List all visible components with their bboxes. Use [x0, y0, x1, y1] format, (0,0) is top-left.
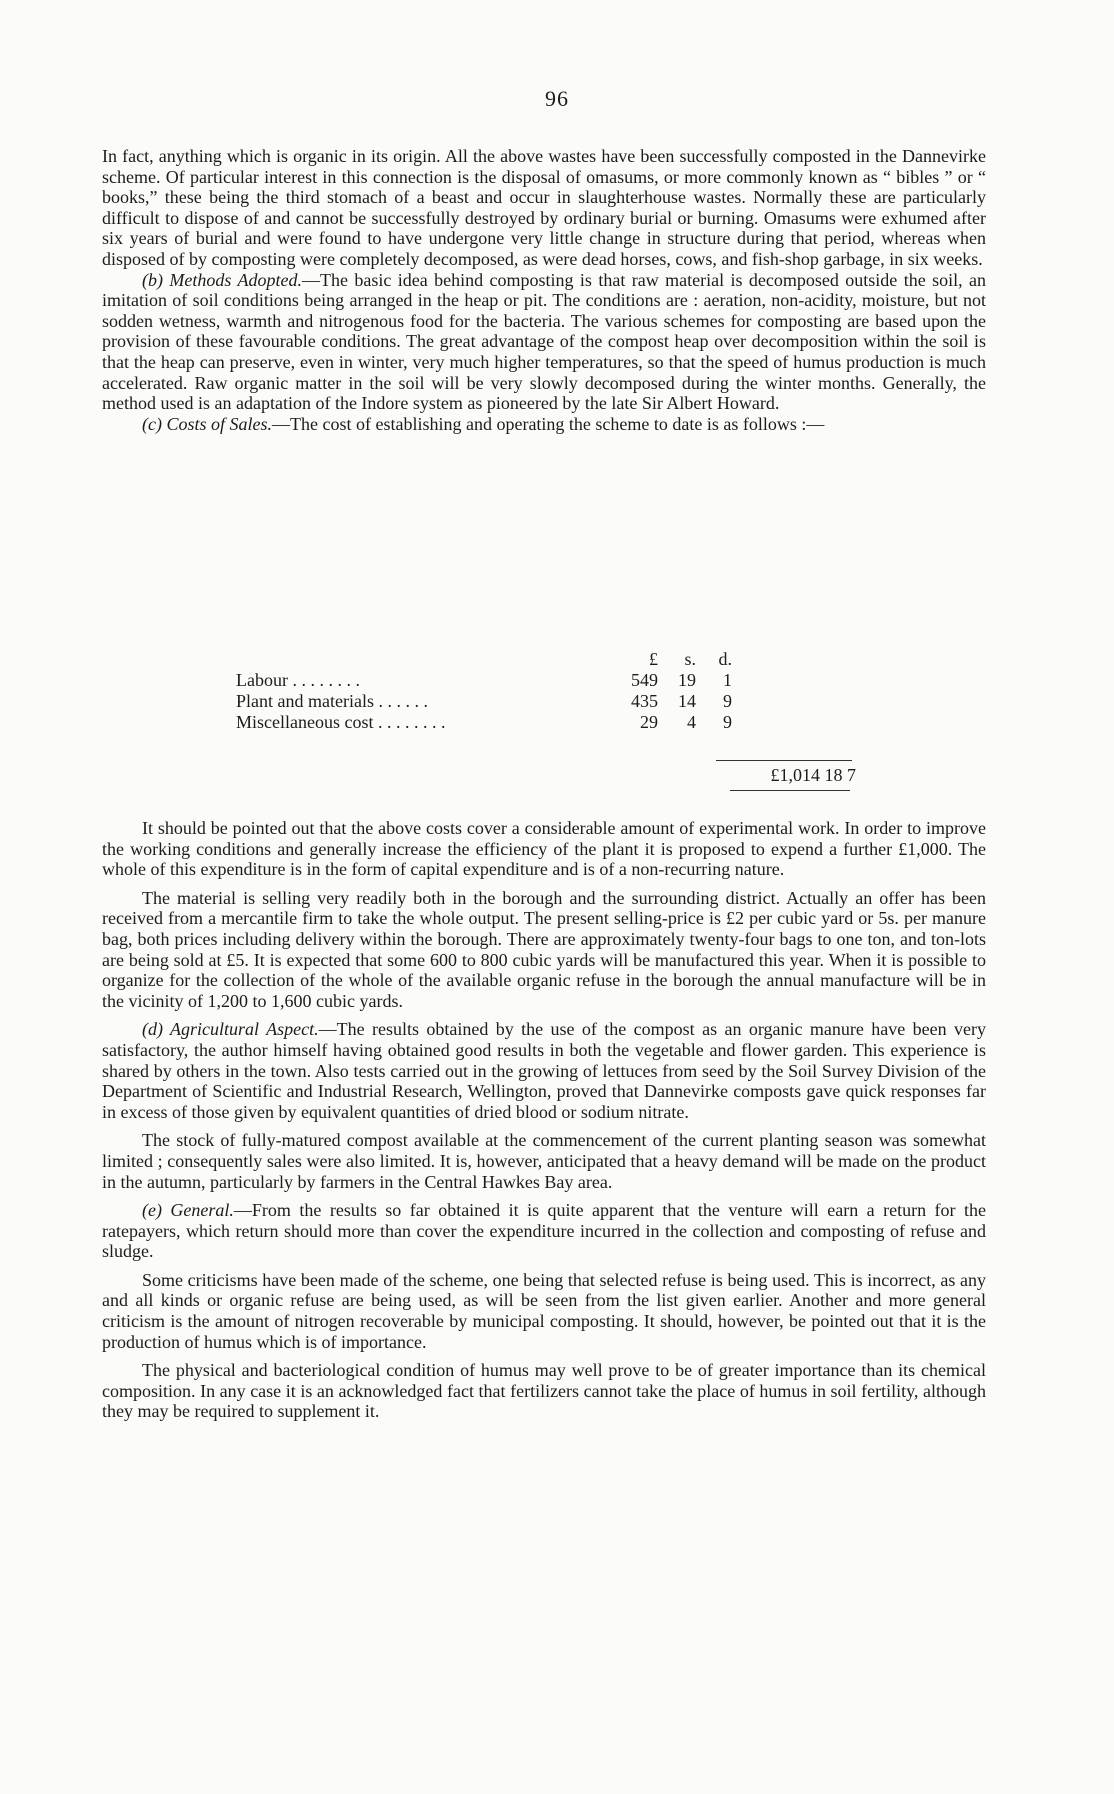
heading-costs-of-sales: (c) Costs of Sales.	[142, 413, 272, 434]
total-rule	[716, 760, 852, 761]
text-block-top	[102, 146, 986, 434]
paragraph-stock: The stock of fully-matured compost available at the commencement of the current planting season was somewhat limited ; consequently sales were also limited. It is, however, anticipated that a heavy demand will be made on the product in the autumn, particularly by farmers in the Central Hawkes Bay area.	[102, 1130, 986, 1192]
cost-item: Labour . . . . . . . .	[236, 670, 360, 690]
heading-agricultural-aspect: (d) Agricultural Aspect.	[142, 1019, 319, 1040]
paragraph-costs	[102, 414, 986, 435]
cost-pence: 9	[723, 712, 732, 732]
total-double-rule	[730, 790, 850, 791]
paragraph-methods	[102, 270, 986, 414]
cost-pence: 1	[723, 670, 732, 690]
cost-pounds: 435	[631, 691, 658, 711]
header-pounds: £	[649, 649, 658, 669]
cost-table	[236, 649, 856, 733]
paragraph-experimental-work: It should be pointed out that the above costs cover a considerable amount of experimental work. In order to improve the working conditions and generally increase the efficiency of the plant it is proposed to expend a further £1,000. The whole of this expenditure is in the form of capital expenditure and is of a non-recurring nature.	[102, 818, 986, 880]
paragraph-general	[102, 1200, 986, 1262]
cost-table-header	[236, 649, 856, 670]
text-block-bottom	[102, 818, 986, 1422]
cost-shillings: 14	[678, 691, 696, 711]
agricultural-text: —The results obtained by the use of the compost as an organic manure have been very satisfactory, the author himself having obtained good results in both the vegetable and flower garden. This experience is shared by others in the town. Also tests carried out in the growing of lettuces from seed by the Soil Survey Division of the Department of Scientific and Industrial Research, Wellington, proved that Dannevirke composts gave quick responses far in excess of those given by equivalent quantities of dried blood or sodium nitrate.	[102, 1019, 986, 1122]
cost-shillings: 4	[687, 712, 696, 732]
header-shillings: s.	[684, 649, 696, 669]
page-number: 96	[545, 86, 569, 111]
costs-text: —The cost of establishing and operating the scheme to date is as follows :—	[272, 413, 825, 434]
cost-shillings: 19	[678, 670, 696, 690]
paragraph-agricultural	[102, 1019, 986, 1122]
cost-pounds: 549	[631, 670, 658, 690]
table-row	[236, 670, 856, 691]
paragraph-humus: The physical and bacteriological condition of humus may well prove to be of greater importance than its chemical composition. In any case it is an acknowledged fact that fertilizers cannot take the place of humus in soil fertility, although they may be required to supplement it.	[102, 1360, 986, 1422]
cost-item: Plant and materials . . . . . .	[236, 691, 428, 711]
cost-pounds: 29	[640, 712, 658, 732]
heading-general: (e) General.	[142, 1200, 234, 1221]
header-pence: d.	[718, 649, 732, 669]
heading-methods-adopted: (b) Methods Adopted.	[142, 269, 302, 290]
cost-item: Miscellaneous cost . . . . . . . .	[236, 712, 446, 732]
table-row	[236, 712, 856, 733]
paragraph-criticisms: Some criticisms have been made of the scheme, one being that selected refuse is being used. This is incorrect, as any and all kinds or organic refuse are being used, as will be seen from the list given earlier. Another and more general criticism is the amount of nitrogen recoverable by municipal composting. It should, however, be pointed out that it is the production of humus which is of importance.	[102, 1269, 986, 1352]
paragraph-composting-origin: In fact, anything which is organic in its origin. All the above wastes have been successfully composted in the Dannevirke scheme. Of particular interest in this connection is the disposal of omasums, or more commonly known as “ bibles ” or “ books,” these being the third stomach of a beast and occur in slaughterhouse wastes. Normally these are particularly difficult to dispose of and cannot be successfully destroyed by ordinary burial or burning. Omasums were exhumed after six years of burial and were found to have undergone very little change in structure during that period, whereas when disposed of by composting were completely decomposed, as were dead horses, cows, and fish-shop garbage, in six weeks.	[102, 146, 986, 269]
methods-text: —The basic idea behind composting is that raw material is decomposed outside the soil, an imitation of soil conditions being arranged in the heap or pit. The conditions are : aeration, non-acidity, moisture, but not sodden wetness, warmth and nitrogenous food for the bacteria. The various schemes for composting are based upon the provision of these favourable conditions. The great advantage of the compost heap over decomposition within the soil is that the heap can preserve, even in winter, very much higher temperatures, so that the speed of humus production is much accelerated. Raw organic matter in the soil will be very slowly decomposed during the winter months. Generally, the method used is an adaptation of the Indore system as pioneered by the late Sir Albert Howard.	[102, 269, 986, 414]
table-row	[236, 691, 856, 712]
cost-total: £1,014 18 7	[770, 765, 856, 785]
general-text: —From the results so far obtained it is quite apparent that the venture will earn a return for the ratepayers, which return should more than cover the expenditure incurred in the collection and composting of refuse and sludge.	[102, 1200, 986, 1262]
cost-pence: 9	[723, 691, 732, 711]
paragraph-selling: The material is selling very readily both in the borough and the surrounding district. Actually an offer has been received from a mercantile firm to take the whole output. The present selling-price is £2 per cubic yard or 5s. per manure bag, both prices including delivery within the borough. There are approximately twenty-four bags to one ton, and ton-lots are being sold at £5. It is expected that some 600 to 800 cubic yards will be manufactured this year. When it is possible to organize for the collection of the whole of the available organic refuse in the borough the annual manufacture will be in the vicinity of 1,200 to 1,600 cubic yards.	[102, 887, 986, 1011]
